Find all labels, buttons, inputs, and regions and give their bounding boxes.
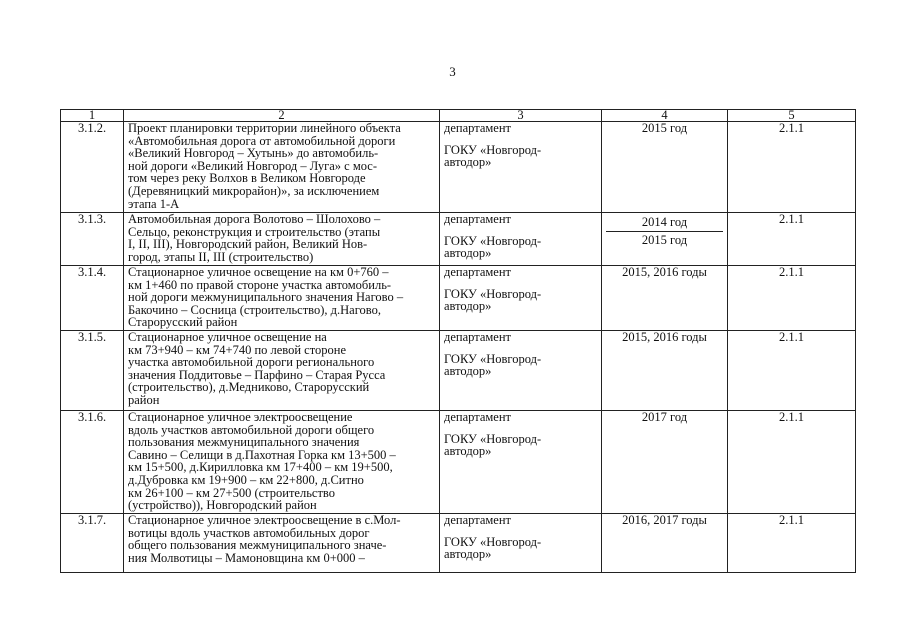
- executor-agency: ГОКУ «Новгород-: [444, 351, 542, 366]
- activities-table: [60, 109, 856, 573]
- description-line: ной дороги «Великий Новгород – Луга» с мос-: [128, 158, 378, 173]
- executor-agency: автодор»: [444, 246, 492, 261]
- description-line: Стационарное уличное освещение на: [128, 330, 327, 344]
- table-row: [61, 213, 856, 266]
- table-row: [61, 122, 856, 213]
- description-line: район: [128, 392, 160, 407]
- executor-department: департамент: [444, 513, 512, 527]
- executor-agency: автодор»: [444, 444, 492, 459]
- description-line: I, II, III), Новгородский район, Великий Нов-: [128, 237, 368, 252]
- description-line: Стационарное уличное электроосвещение: [128, 410, 353, 424]
- page-number: 3: [449, 64, 456, 79]
- executor-agency: ГОКУ «Новгород-: [444, 233, 542, 248]
- executor-department: департамент: [444, 265, 512, 279]
- year-cell: [602, 213, 728, 266]
- description-line: км 1+460 по правой стороне участка автомобиль-: [128, 277, 392, 292]
- executor-agency: автодор»: [444, 364, 492, 379]
- executor-agency: ГОКУ «Новгород-: [444, 286, 542, 301]
- table-row: [61, 266, 856, 331]
- header-col-1: 1: [61, 110, 124, 122]
- description-line: Проект планировки территории линейного объекта: [128, 121, 401, 135]
- table-row: [61, 514, 856, 573]
- description-line: Бакочино – Сосница (строительство), д.Нагово,: [128, 302, 381, 317]
- description-line: Стационарное уличное освещение на км 0+760 –: [128, 265, 389, 279]
- row-number: 3.1.7.: [61, 514, 124, 573]
- table-row: [61, 331, 856, 411]
- executor-agency: автодор»: [444, 155, 492, 170]
- indicator-code: 2.1.1: [728, 122, 856, 213]
- description-line: город, этапы II, III (строительство): [128, 249, 314, 264]
- executor-agency: автодор»: [444, 547, 492, 562]
- row-number: 3.1.3.: [61, 213, 124, 266]
- description-line: Стационарное уличное электроосвещение в с.Мол-: [128, 513, 401, 527]
- activity-description: [124, 331, 440, 411]
- description-line: том через реку Волхов в Великом Новгороде: [128, 171, 366, 186]
- table-row: [61, 411, 856, 514]
- year-cell: 2015, 2016 годы: [602, 331, 728, 411]
- description-line: вдоль участков автомобильной дороги общего: [128, 422, 375, 437]
- year-cell: 2015 год: [602, 122, 728, 213]
- row-number: 3.1.2.: [61, 122, 124, 213]
- description-line: (Деревяницкий микрорайон)», за исключением: [128, 183, 380, 198]
- description-line: ния Молвотицы – Мамоновщина км 0+000 –: [128, 550, 365, 565]
- activity-description: [124, 411, 440, 514]
- indicator-code: 2.1.1: [728, 411, 856, 514]
- description-line: д.Дубровка км 19+900 – км 22+800, д.Ситно: [128, 472, 364, 487]
- header-col-3: 3: [440, 110, 602, 122]
- executor-cell: [440, 331, 602, 411]
- executor-agency: ГОКУ «Новгород-: [444, 431, 542, 446]
- executor-agency: ГОКУ «Новгород-: [444, 534, 542, 549]
- executor-agency: ГОКУ «Новгород-: [444, 142, 542, 157]
- description-line: «Автомобильная дорога от автомобильной дороги: [128, 133, 396, 148]
- row-number: 3.1.6.: [61, 411, 124, 514]
- description-line: ной дороги межмуниципального значения Нагово –: [128, 290, 404, 305]
- activity-description: [124, 514, 440, 573]
- description-line: общего пользования межмуниципального значе-: [128, 538, 387, 553]
- header-col-4: 4: [602, 110, 728, 122]
- year-cell: 2017 год: [602, 411, 728, 514]
- description-line: значения Поддитовье – Парфино – Старая Русса: [128, 367, 386, 382]
- description-line: участка автомобильной дороги регионального: [128, 355, 375, 370]
- description-line: Сельцо, реконструкция и строительство (этапы: [128, 224, 381, 239]
- year-cell: 2015, 2016 годы: [602, 266, 728, 331]
- indicator-code: 2.1.1: [728, 514, 856, 573]
- description-line: км 15+500, д.Кирилловка км 17+400 – км 19+500,: [128, 460, 393, 475]
- executor-agency: автодор»: [444, 299, 492, 314]
- indicator-code: 2.1.1: [728, 213, 856, 266]
- indicator-code: 2.1.1: [728, 331, 856, 411]
- description-line: км 73+940 – км 74+740 по левой стороне: [128, 342, 347, 357]
- year-second: 2015 год: [641, 232, 688, 247]
- description-line: (строительство), д.Медниково, Старорусский: [128, 380, 370, 395]
- description-line: вотицы вдоль участков автомобильных дорог: [128, 525, 370, 540]
- executor-department: департамент: [444, 410, 512, 424]
- description-line: Старорусский район: [128, 315, 238, 330]
- executor-department: департамент: [444, 121, 512, 135]
- description-line: «Великий Новгород – Хутынь» до автомобиль-: [128, 146, 379, 161]
- activity-description: [124, 266, 440, 331]
- description-line: этапа 1-А: [128, 196, 180, 211]
- description-line: (устройство)), Новгородский район: [128, 498, 317, 513]
- header-col-2: 2: [124, 110, 440, 122]
- table-header-row: [61, 110, 856, 122]
- executor-cell: [440, 213, 602, 266]
- row-number: 3.1.5.: [61, 331, 124, 411]
- executor-department: департамент: [444, 330, 512, 344]
- indicator-code: 2.1.1: [728, 266, 856, 331]
- description-line: Автомобильная дорога Волотово – Шолохово –: [128, 212, 381, 226]
- executor-cell: [440, 266, 602, 331]
- activity-description: [124, 122, 440, 213]
- row-number: 3.1.4.: [61, 266, 124, 331]
- executor-cell: [440, 411, 602, 514]
- year-first: 2014 год: [606, 213, 723, 232]
- executor-department: департамент: [444, 212, 512, 226]
- description-line: км 26+100 – км 27+500 (строительство: [128, 485, 335, 500]
- executor-cell: [440, 122, 602, 213]
- executor-cell: [440, 514, 602, 573]
- description-line: пользования межмуниципального значения: [128, 435, 360, 450]
- activity-description: [124, 213, 440, 266]
- year-cell: 2016, 2017 годы: [602, 514, 728, 573]
- description-line: Савино – Селищи в д.Пахотная Горка км 13+500 –: [128, 447, 396, 462]
- header-col-5: 5: [728, 110, 856, 122]
